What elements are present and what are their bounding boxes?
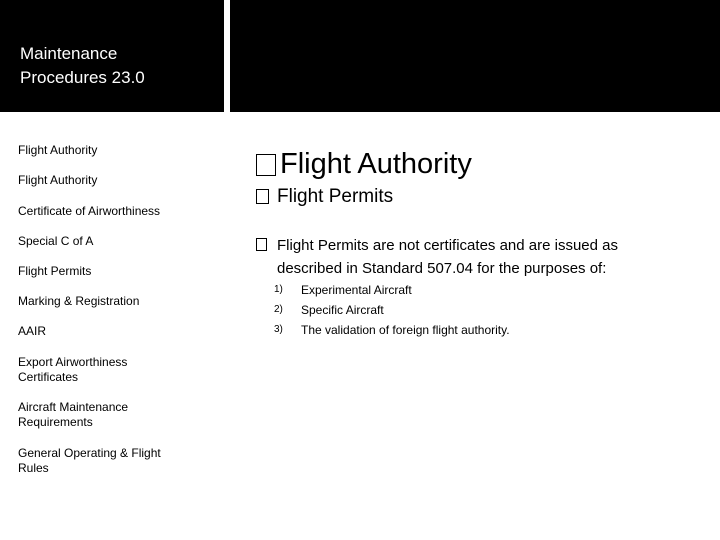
header-title-panel	[0, 0, 224, 112]
slide-title	[256, 146, 472, 182]
presentation-title-line-2: Procedures 23.0	[20, 68, 145, 87]
list-text: The validation of foreign flight authority.	[301, 323, 510, 337]
nav-item-flight-authority-heading[interactable]: Flight Authority	[18, 143, 98, 157]
list-number: 2)	[274, 304, 283, 315]
slide-subtitle-text: Flight Permits	[277, 186, 394, 207]
square-bullet-icon	[256, 189, 269, 204]
nav-item-aircraft-maintenance-requirements[interactable]: Aircraft Maintenance Requirements	[18, 400, 129, 429]
list-number: 1)	[274, 284, 283, 295]
body-paragraph: Flight Permits are not certificates and are issued as described in Standard 507.04 for the purposes of:	[277, 237, 618, 277]
presentation-title-line-1: Maintenance	[20, 44, 118, 63]
list-text: Experimental Aircraft	[301, 283, 412, 297]
square-bullet-icon	[256, 154, 276, 176]
nav-item-marking-registration[interactable]: Marking & Registration	[18, 294, 140, 308]
list-item	[274, 320, 674, 340]
nav-item-flight-permits[interactable]: Flight Permits	[18, 264, 92, 278]
nav-item-certificate-of-airworthiness[interactable]: Certificate of Airworthiness	[18, 204, 161, 218]
nav-item-flight-authority[interactable]: Flight Authority	[18, 173, 98, 187]
nav-item-export-airworthiness-certificates[interactable]: Export Airworthiness Certificates	[18, 355, 128, 384]
slide-subtitle	[256, 185, 393, 209]
list-item	[274, 300, 674, 320]
nav-item-general-operating-flight-rules[interactable]: General Operating & Flight Rules	[18, 446, 161, 475]
square-bullet-icon	[256, 238, 267, 251]
nav-item-special-c-of-a[interactable]: Special C of A	[18, 234, 94, 248]
list-item	[274, 280, 674, 300]
nav-item-aair[interactable]: AAIR	[18, 324, 47, 338]
header-banner	[230, 0, 720, 112]
purpose-list	[274, 280, 674, 340]
list-number: 3)	[274, 324, 283, 335]
list-text: Specific Aircraft	[301, 303, 384, 317]
slide-title-text: Flight Authority	[280, 148, 472, 180]
presentation-title	[20, 42, 220, 90]
